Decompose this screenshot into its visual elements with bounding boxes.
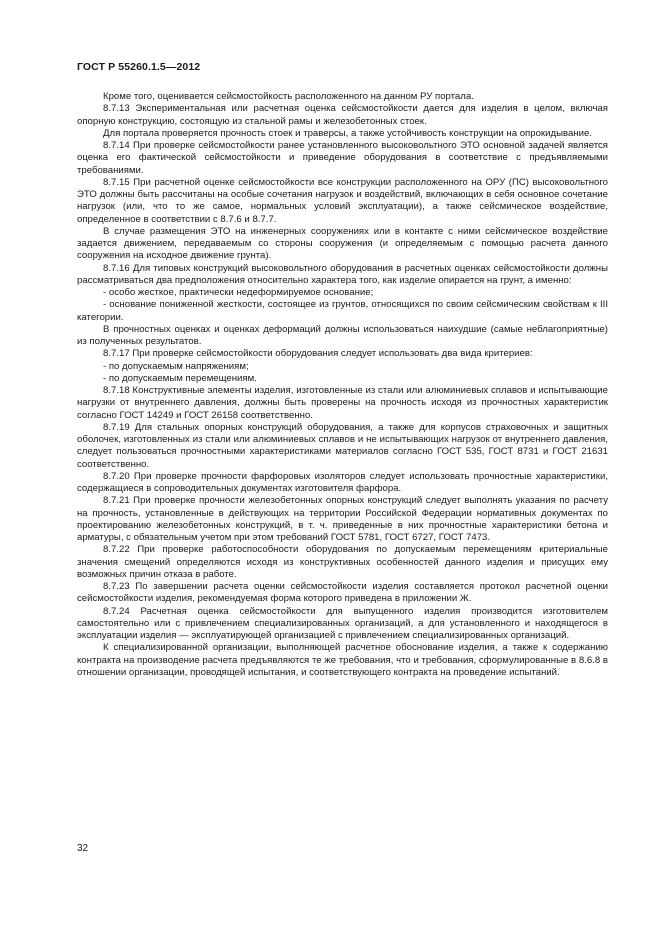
paragraph: 8.7.21 При проверке прочности железобетонных опорных конструкций следует выполнять указания по расчету на прочность, установленные в действующих на территории Российской Федерации нормативных документах по проектированию железобетонных конструкций, в т. ч. приведенные в них прочностные характеристики бетона и арматуры, с обязательным учетом при этом требований ГОСТ 5781, ГОСТ 6727, ГОСТ 7473. [77,495,608,543]
paragraph: 8.7.16 Для типовых конструкций высоковольтного оборудования в расчетных оценках сейсмостойкости должны рассматриваться два предположения относительно характера того, как изделие опирается на грунт, а именно: [77,262,608,286]
paragraph: 8.7.22 При проверке работоспособности оборудования по допускаемым перемещениям критериальные значения смещений определяются исходя из конструктивных особенностей данного изделия и присущих ему возможных причин отказа в работе. [77,544,608,580]
list-item: - основание пониженной жесткости, состоящее из грунтов, относящихся по своим сейсмическим свойствам к III категории. [77,299,608,323]
paragraph: Кроме того, оценивается сейсмостойкость расположенного на данном РУ портала. [103,91,474,102]
paragraph: 8.7.20 При проверке прочности фарфоровых изоляторов следует использовать прочностные характеристики, содержащиеся в сопроводительных документах изготовителя фарфора. [77,470,608,494]
paragraph: В случае размещения ЭТО на инженерных сооружениях или в контакте с ними сейсмическое воздействие задается движением, передаваемым со стороны сооружения (и определяемым с помощью расчета данного сооружения на исходное движение грунта). [77,225,608,262]
list-item: - по допускаемым перемещениям. [103,372,257,384]
paragraph: 8.7.15 При расчетной оценке сейсмостойкости все конструкции расположенного на ОРУ (ПС) высоковольтного ЭТО должны быть рассчитаны на особые сочетания нагрузок и воздействий, включающих в себя основное сочетание нагрузок (или, что то же самое, нормальных условий эксплуатации), а также сейсмическое воздействие, определенное в соответствии с 8.7.6 и 8.7.7. [77,176,608,225]
paragraph: 8.7.17 При проверке сейсмостойкости оборудования следует использовать два вида критериев: [103,348,533,360]
page-number: 32 [77,843,89,854]
document-header: ГОСТ Р 55260.1.5—2012 [77,61,201,73]
paragraph: 8.7.24 Расчетная оценка сейсмостойкости для выпущенного изделия производится изготовителем самостоятельно или с привлечением специализированных организаций, а для установленного и находящегося в эксплуатации изделия — эксплуатирующей организацией с привлечением специализированных организаций. [77,605,608,641]
list-item: - особо жесткое, практически недеформируемое основание; [103,287,374,298]
paragraph: 8.7.18 Конструктивные элементы изделия, изготовленные из стали или алюминиевых сплавов и испытывающие нагрузки от внутреннего давления, должны быть проверены на прочность исходя из прочностных характеристик согласно ГОСТ 14249 и ГОСТ 26158 соответственно. [77,385,608,421]
paragraph: 8.7.13 Экспериментальная или расчетная оценка сейсмостойкости дается для изделия в целом, включая опорную конструкцию, состоящую из стальной рамы и железобетонных стоек. [77,103,608,127]
document-body [77,91,608,679]
paragraph: К специализированной организации, выполняющей расчетное обоснование изделия, а также к содержанию контракта на производение расчета предъявляются те же требования, что и требования, сформулированные в 8.6.8 в отношении организации, проводящей испытания, и соответствующего контракта на проведение испытаний. [77,642,608,678]
list-item: - по допускаемым напряжениям; [103,360,249,372]
paragraph: 8.7.19 Для стальных опорных конструкций оборудования, а также для корпусов страховочных и защитных оболочек, изготовленных из стали или алюминиевых сплавов и не испытывающих нагрузок от внутреннего давления, следует пользоваться прочностными характеристиками материалов согласно ГОСТ 535, ГОСТ 8731 и ГОСТ 21631 соответственно. [77,421,608,470]
paragraph: Для портала проверяется прочность стоек и траверсы, а также устойчивость конструкции на опрокидывание. [103,127,592,139]
paragraph: 8.7.23 По завершении расчета оценки сейсмостойкости изделия составляется протокол расчетной оценки сейсмостойкости изделия, рекомендуемая форма которого приведена в приложении Ж. [77,581,608,605]
paragraph: 8.7.14 При проверке сейсмостойкости ранее установленного высоковольтного ЭТО основной задачей является оценка его фактической сейсмостойкости и приведение оборудования в соответствие с предъявляемыми требованиями. [77,140,608,176]
paragraph: В прочностных оценках и оценках деформаций должны использоваться наихудшие (самые неблагоприятные) из полученных результатов. [77,323,608,347]
